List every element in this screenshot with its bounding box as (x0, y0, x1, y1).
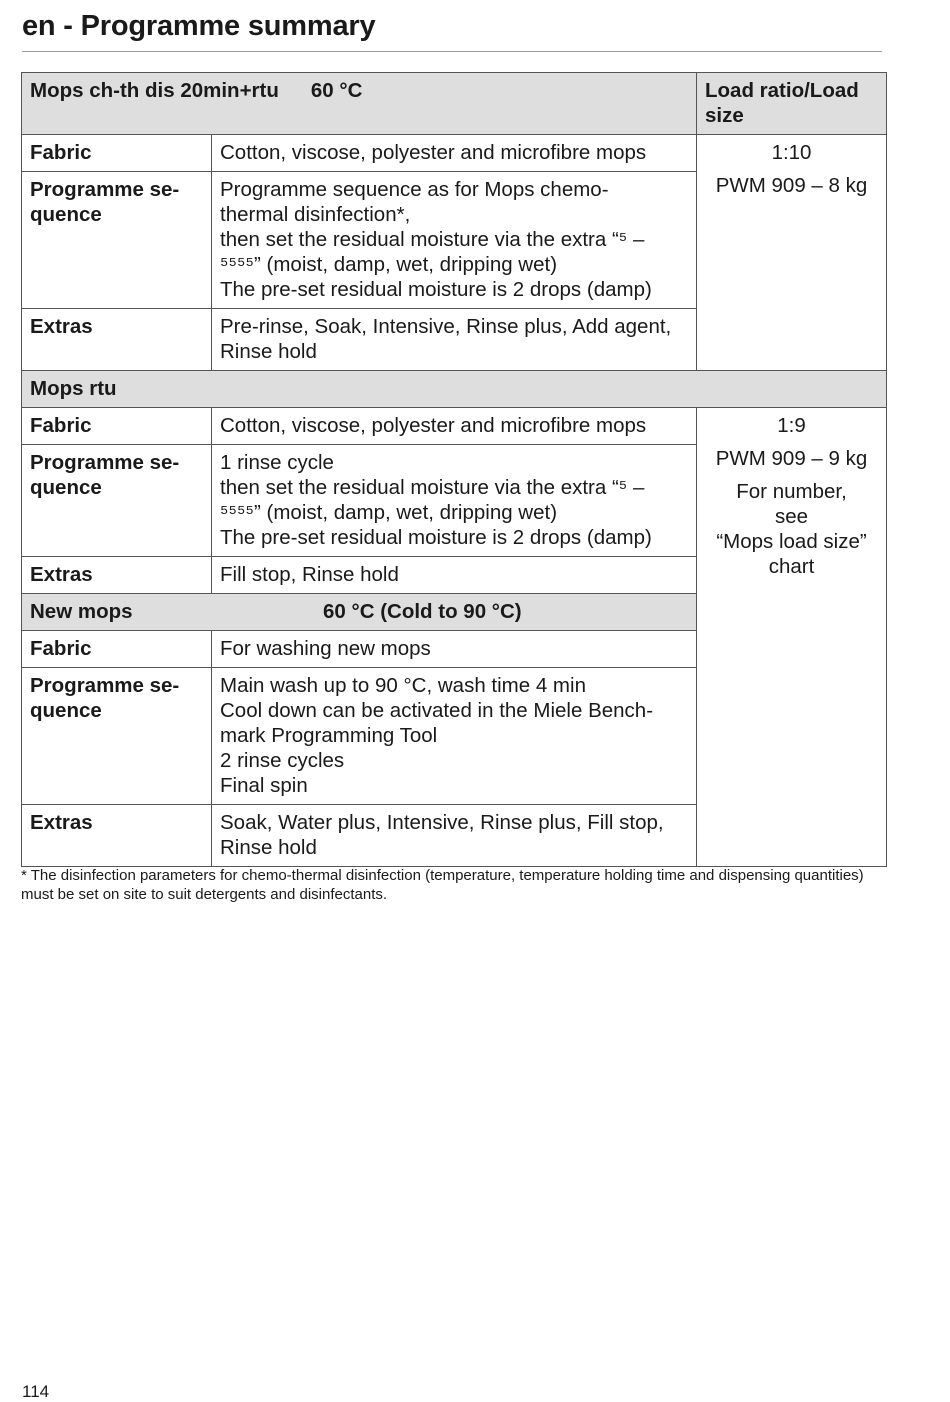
row-label: Programme se- quence (22, 172, 212, 309)
row-label: Extras (22, 557, 212, 594)
row-label: Extras (22, 309, 212, 371)
section-name: Mops rtu (30, 377, 117, 400)
load-size: PWM 909 – 9 kg (715, 447, 868, 470)
footnote: * The disinfection parameters for chemo-thermal disinfection (temperature, temperature holding time and dispensing quantities) must be set on site to suit detergents and disinfectants. (21, 867, 864, 903)
row-label: Fabric (22, 631, 212, 668)
row-value: Pre-rinse, Soak, Intensive, Rinse plus, Add agent, Rinse hold (212, 309, 697, 371)
row-label: Programme se- quence (22, 668, 212, 805)
table-row (22, 135, 887, 172)
page-number: 114 (22, 1382, 50, 1401)
section-name: Mops ch-th dis 20min+rtu (30, 79, 279, 102)
section-header-row (22, 73, 887, 135)
section-temperature: 60 °C (310, 79, 363, 102)
row-value: 1 rinse cycle then set the residual moisture via the extra “⁵ – ⁵⁵⁵⁵” (moist, damp, wet, dripping wet) The pre-set residual moisture is 2 drops (damp) (212, 445, 697, 557)
row-label: Extras (22, 805, 212, 867)
row-value: Cotton, viscose, polyester and microfibre mops (212, 408, 697, 445)
row-value: Cotton, viscose, polyester and microfibre mops (212, 135, 697, 172)
section-header (22, 371, 887, 408)
row-label: Fabric (22, 408, 212, 445)
section-name: New mops (30, 600, 133, 623)
section-temperature: 60 °C (Cold to 90 °C) (323, 600, 522, 623)
row-value: Main wash up to 90 °C, wash time 4 min Cool down can be activated in the Miele Bench- mark Programming Tool 2 rinse cycles Final spin (212, 668, 697, 805)
page-title: en - Programme summary (22, 10, 376, 42)
section-header (22, 73, 697, 135)
row-value: Fill stop, Rinse hold (212, 557, 697, 594)
table-row (22, 408, 887, 445)
load-size-note: For number, see “Mops load size” chart (716, 480, 867, 578)
row-label: Programme se- quence (22, 445, 212, 557)
load-ratio-cell (697, 135, 887, 371)
row-label: Fabric (22, 135, 212, 172)
load-ratio: 1:9 (777, 414, 806, 437)
load-ratio: 1:10 (771, 141, 812, 164)
section-header-row (22, 371, 887, 408)
row-value: For washing new mops (212, 631, 697, 668)
load-size: PWM 909 – 8 kg (715, 174, 868, 197)
load-ratio-header: Load ratio/Load size (697, 73, 887, 135)
title-divider (22, 51, 882, 52)
section-header (22, 594, 697, 631)
programme-summary-table (21, 72, 887, 867)
row-value: Soak, Water plus, Intensive, Rinse plus, Fill stop, Rinse hold (212, 805, 697, 867)
load-ratio-cell (697, 408, 887, 867)
row-value: Programme sequence as for Mops chemo- thermal disinfection*, then set the residual moisture via the extra “⁵ – ⁵⁵⁵⁵” (moist, damp, wet, dripping wet) The pre-set residual moisture is 2 drops (damp) (212, 172, 697, 309)
